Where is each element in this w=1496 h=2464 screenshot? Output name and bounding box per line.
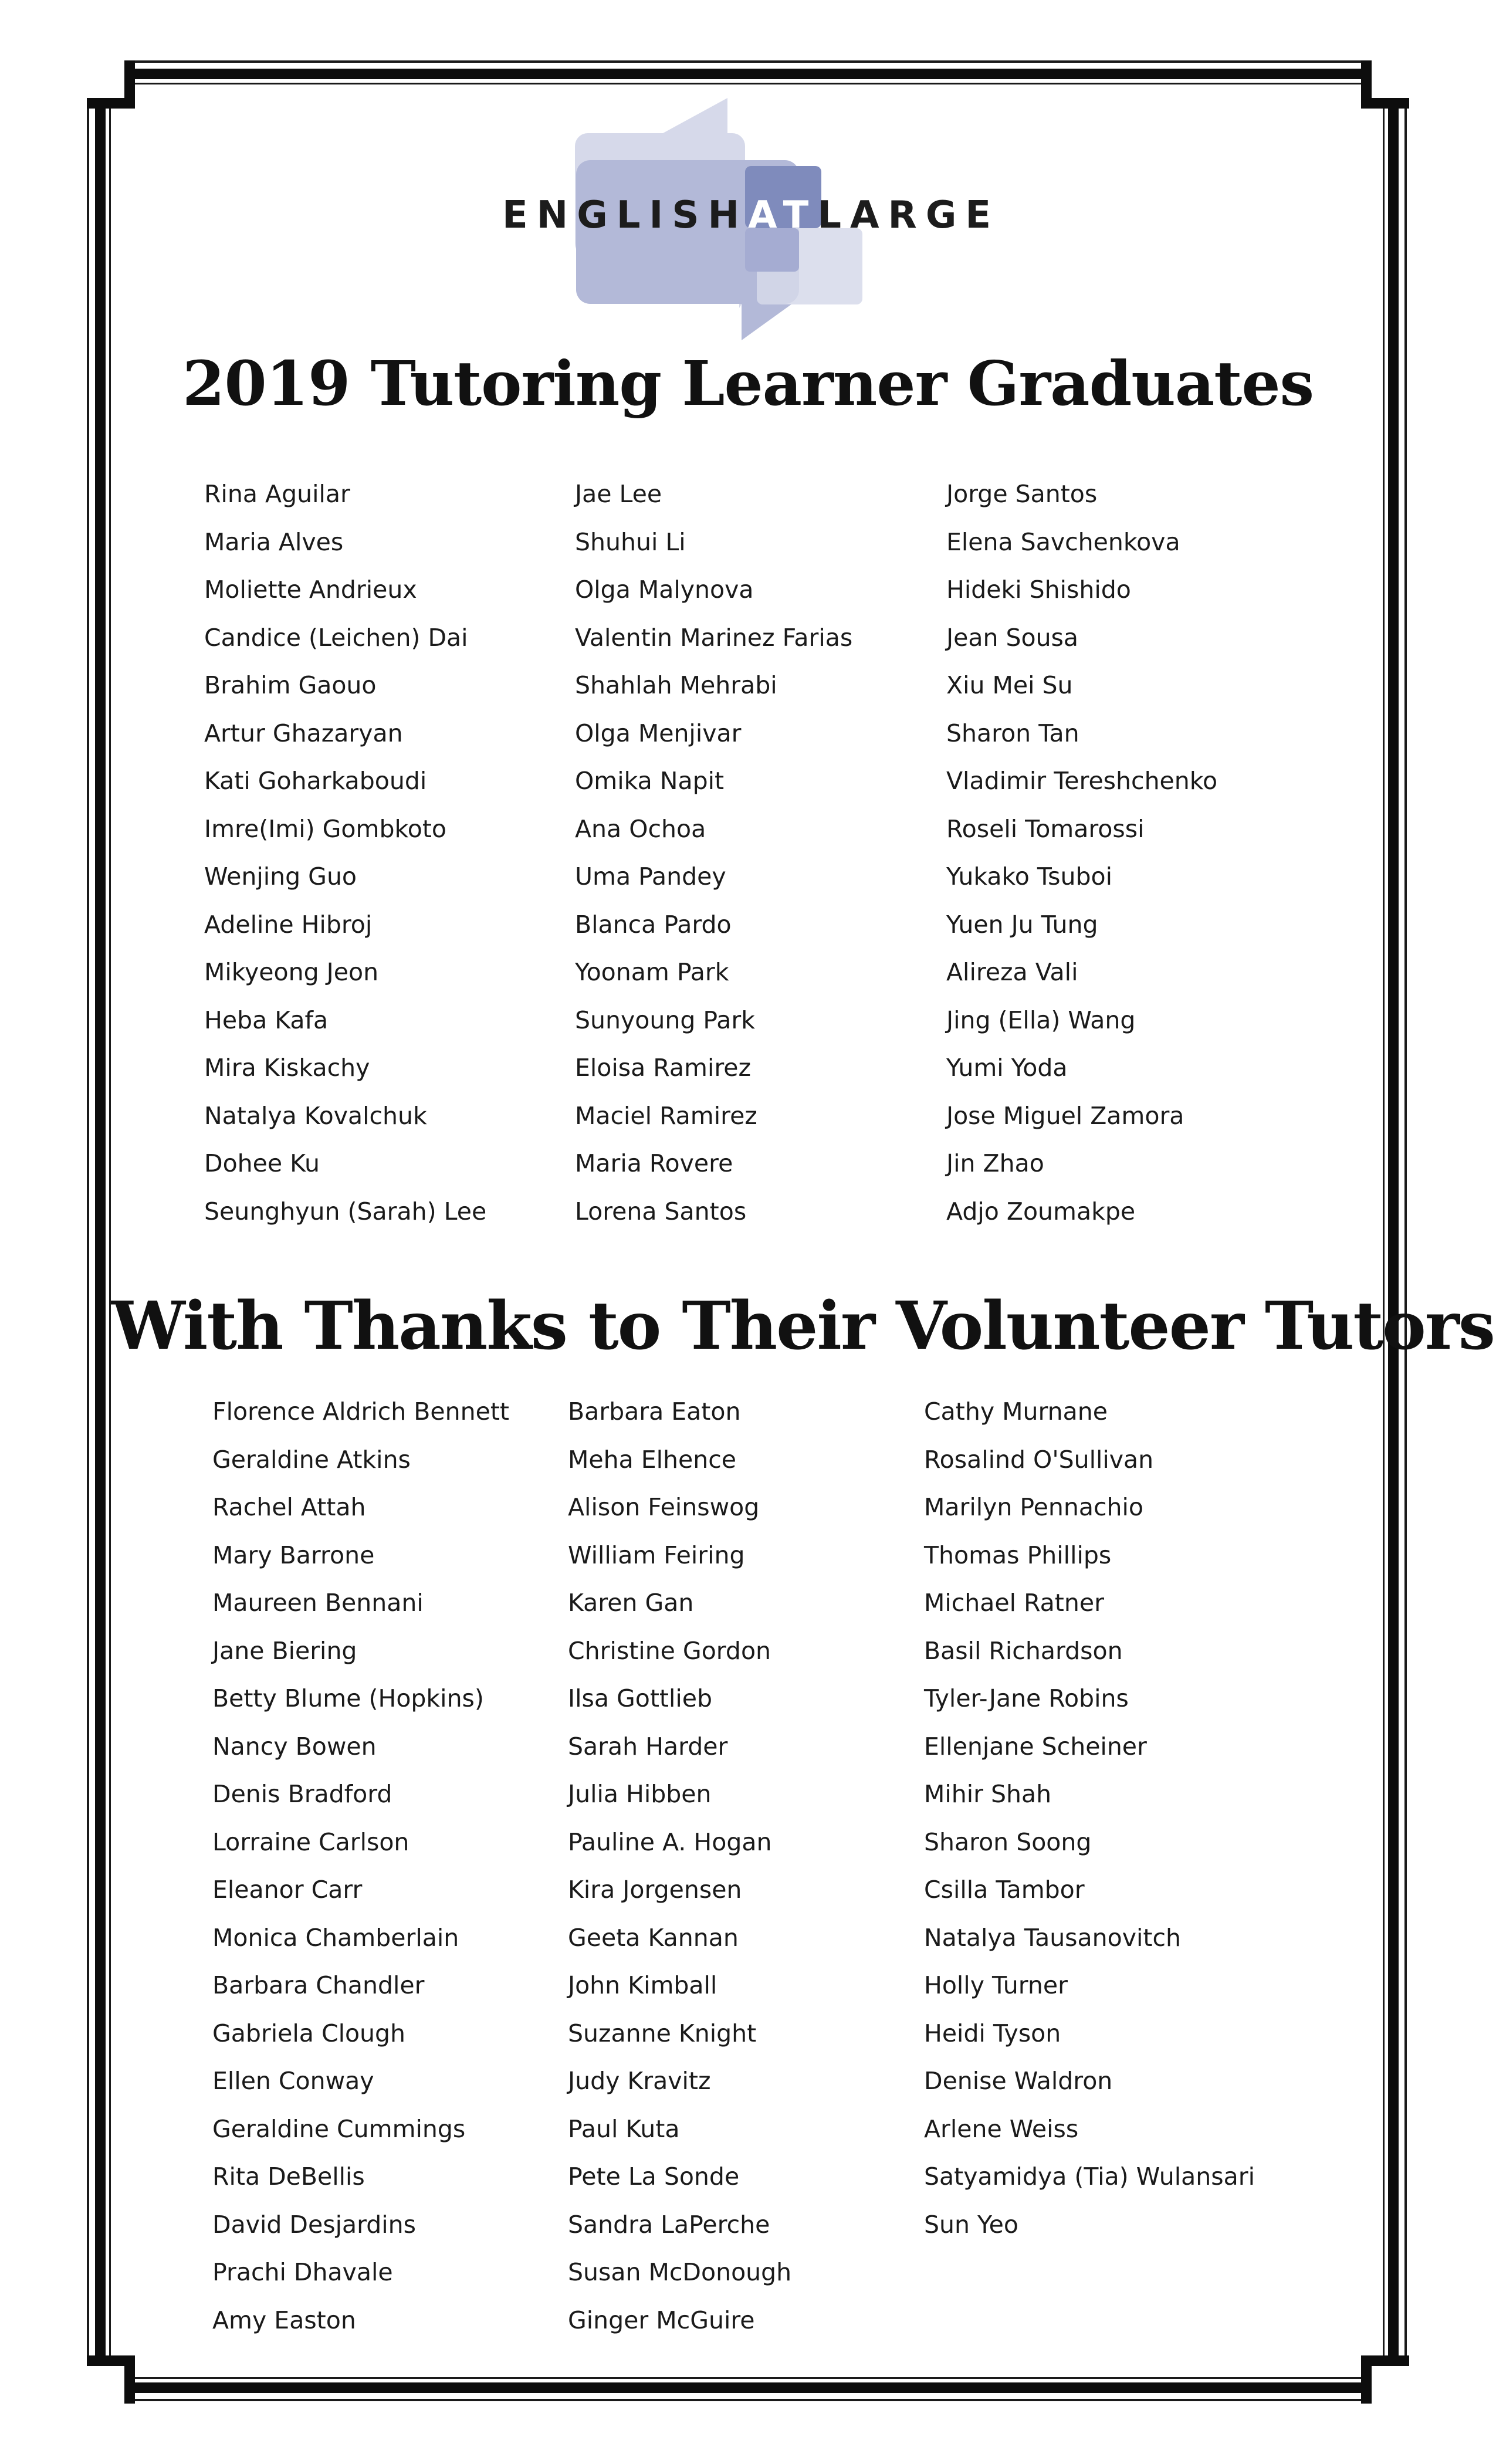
- logo-word-large: LARGE: [817, 194, 1000, 237]
- learner-name: Olga Menjivar: [575, 719, 742, 747]
- tutor-name: Geraldine Atkins: [212, 1445, 411, 1474]
- learner-name: Shahlah Mehrabi: [575, 671, 777, 699]
- tutor-name: Ellenjane Scheiner: [924, 1732, 1147, 1761]
- tutor-name: Rosalind O'Sullivan: [924, 1445, 1154, 1474]
- tutor-name: Karen Gan: [568, 1589, 694, 1617]
- tutor-name: Mary Barrone: [212, 1541, 375, 1569]
- tutor-name: Michael Ratner: [924, 1589, 1104, 1617]
- learner-name: Yuen Ju Tung: [946, 910, 1098, 939]
- english-at-large-logo: [487, 97, 1015, 343]
- learner-name: Vladimir Tereshchenko: [946, 767, 1218, 795]
- tutor-name: Thomas Phillips: [924, 1541, 1112, 1569]
- learner-name: Jose Miguel Zamora: [946, 1101, 1184, 1130]
- tutors-column-2: [568, 1388, 791, 2344]
- learner-name: Maria Alves: [204, 527, 344, 556]
- tutors-column-1: [212, 1388, 509, 2344]
- tutor-name: Christine Gordon: [568, 1636, 771, 1665]
- tutor-name: Denise Waldron: [924, 2067, 1113, 2095]
- learner-name: Imre(Imi) Gombkoto: [204, 814, 447, 843]
- tutor-name: Natalya Tausanovitch: [924, 1923, 1181, 1952]
- tutor-name: David Desjardins: [212, 2210, 416, 2239]
- learner-name: Jean Sousa: [946, 623, 1079, 652]
- logo-word-english: ENGLISH: [502, 194, 748, 237]
- learners-column-3: [946, 471, 1217, 1236]
- tutor-name: Geraldine Cummings: [212, 2114, 466, 2143]
- tutor-name: Amy Easton: [212, 2306, 356, 2334]
- learner-name: Eloisa Ramirez: [575, 1054, 752, 1082]
- frame-corner-top-left: [87, 60, 135, 109]
- tutor-name: Kira Jorgensen: [568, 1876, 742, 1904]
- learners-heading: 2019 Tutoring Learner Graduates: [182, 347, 1314, 419]
- tutor-name: Pete La Sonde: [568, 2162, 740, 2191]
- tutor-name: Florence Aldrich Bennett: [212, 1397, 509, 1426]
- tutor-name: Sarah Harder: [568, 1732, 728, 1761]
- tutor-name: William Feiring: [568, 1541, 745, 1569]
- learner-name: Jin Zhao: [946, 1149, 1044, 1177]
- tutor-name: Rachel Attah: [212, 1493, 366, 1521]
- tutor-name: Nancy Bowen: [212, 1732, 377, 1761]
- tutor-name: Monica Chamberlain: [212, 1923, 459, 1952]
- tutor-name: Judy Kravitz: [568, 2067, 711, 2095]
- learner-name: Adeline Hibroj: [204, 910, 373, 939]
- learner-name: Olga Malynova: [575, 576, 754, 604]
- learner-name: Omika Napit: [575, 767, 725, 795]
- learner-name: Roseli Tomarossi: [946, 814, 1145, 843]
- learner-name: Artur Ghazaryan: [204, 719, 403, 747]
- tutor-name: Holly Turner: [924, 1971, 1068, 1999]
- learner-name: Moliette Andrieux: [204, 576, 417, 604]
- tutor-name: Heidi Tyson: [924, 2019, 1061, 2047]
- learner-name: Hideki Shishido: [946, 576, 1131, 604]
- learner-name: Adjo Zoumakpe: [946, 1197, 1136, 1226]
- learner-name: Wenjing Guo: [204, 862, 357, 891]
- learner-name: Mira Kiskachy: [204, 1054, 370, 1082]
- tutor-name: Lorraine Carlson: [212, 1827, 409, 1856]
- tutors-column-3: [924, 1388, 1255, 2249]
- learners-column-2: [575, 471, 852, 1236]
- learner-name: Candice (Leichen) Dai: [204, 623, 468, 652]
- learner-name: Sunyoung Park: [575, 1006, 755, 1034]
- learner-name: Kati Goharkaboudi: [204, 767, 427, 795]
- tutor-name: Eleanor Carr: [212, 1876, 363, 1904]
- frame-corner-bottom-left: [87, 2355, 135, 2404]
- tutor-name: Arlene Weiss: [924, 2114, 1079, 2143]
- tutor-name: Paul Kuta: [568, 2114, 680, 2143]
- tutor-name: Ginger McGuire: [568, 2306, 755, 2334]
- learner-name: Heba Kafa: [204, 1006, 329, 1034]
- tutor-name: Gabriela Clough: [212, 2019, 406, 2047]
- learner-name: Lorena Santos: [575, 1197, 747, 1226]
- learner-name: Sharon Tan: [946, 719, 1079, 747]
- tutor-name: Denis Bradford: [212, 1780, 392, 1808]
- logo-wordmark: [487, 194, 1015, 237]
- tutor-name: Rita DeBellis: [212, 2162, 365, 2191]
- learner-name: Rina Aguilar: [204, 480, 350, 508]
- tutor-name: Barbara Eaton: [568, 1397, 741, 1426]
- learners-column-1: [204, 471, 486, 1236]
- learner-name: Natalya Kovalchuk: [204, 1101, 427, 1130]
- tutor-name: Barbara Chandler: [212, 1971, 425, 1999]
- tutor-name: Meha Elhence: [568, 1445, 736, 1474]
- tutor-name: Julia Hibben: [568, 1780, 712, 1808]
- tutor-name: Betty Blume (Hopkins): [212, 1684, 484, 1712]
- tutor-name: Prachi Dhavale: [212, 2258, 393, 2286]
- learner-name: Dohee Ku: [204, 1149, 320, 1177]
- logo-word-at: AT: [748, 194, 818, 237]
- tutor-name: Ellen Conway: [212, 2067, 374, 2095]
- learner-name: Valentin Marinez Farias: [575, 623, 853, 652]
- learner-name: Xiu Mei Su: [946, 671, 1073, 699]
- tutor-name: Alison Feinswog: [568, 1493, 760, 1521]
- tutor-name: Tyler-Jane Robins: [924, 1684, 1129, 1712]
- tutor-name: John Kimball: [568, 1971, 717, 1999]
- tutor-name: Jane Biering: [212, 1636, 357, 1665]
- frame-corner-bottom-right: [1361, 2355, 1409, 2404]
- tutor-name: Geeta Kannan: [568, 1923, 739, 1952]
- learner-name: Jorge Santos: [946, 480, 1098, 508]
- learner-name: Elena Savchenkova: [946, 527, 1180, 556]
- learner-name: Mikyeong Jeon: [204, 958, 379, 986]
- tutor-name: Sandra LaPerche: [568, 2210, 770, 2239]
- tutor-name: Sun Yeo: [924, 2210, 1018, 2239]
- tutor-name: Sharon Soong: [924, 1827, 1092, 1856]
- learner-name: Uma Pandey: [575, 862, 726, 891]
- learner-name: Brahim Gaouo: [204, 671, 377, 699]
- tutor-name: Suzanne Knight: [568, 2019, 757, 2047]
- tutor-name: Ilsa Gottlieb: [568, 1684, 713, 1712]
- tutor-name: Csilla Tambor: [924, 1876, 1085, 1904]
- learner-name: Alireza Vali: [946, 958, 1078, 986]
- tutor-name: Mihir Shah: [924, 1780, 1052, 1808]
- learner-name: Yumi Yoda: [946, 1054, 1068, 1082]
- tutor-name: Basil Richardson: [924, 1636, 1123, 1665]
- tutor-name: Maureen Bennani: [212, 1589, 424, 1617]
- learner-name: Maciel Ramirez: [575, 1101, 757, 1130]
- learner-name: Jae Lee: [575, 480, 662, 508]
- learner-name: Ana Ochoa: [575, 814, 706, 843]
- tutor-name: Marilyn Pennachio: [924, 1493, 1144, 1521]
- learner-name: Shuhui Li: [575, 527, 686, 556]
- tutor-name: Satyamidya (Tia) Wulansari: [924, 2162, 1255, 2191]
- learner-name: Yoonam Park: [575, 958, 729, 986]
- tutors-heading: With Thanks to Their Volunteer Tutors: [111, 1288, 1494, 1365]
- learner-name: Yukako Tsuboi: [946, 862, 1112, 891]
- frame-corner-top-right: [1361, 60, 1409, 109]
- learner-name: Jing (Ella) Wang: [946, 1006, 1136, 1034]
- tutor-name: Susan McDonough: [568, 2258, 792, 2286]
- learner-name: Seunghyun (Sarah) Lee: [204, 1197, 487, 1226]
- learner-name: Blanca Pardo: [575, 910, 732, 939]
- tutor-name: Cathy Murnane: [924, 1397, 1108, 1426]
- tutor-name: Pauline A. Hogan: [568, 1827, 772, 1856]
- learner-name: Maria Rovere: [575, 1149, 733, 1177]
